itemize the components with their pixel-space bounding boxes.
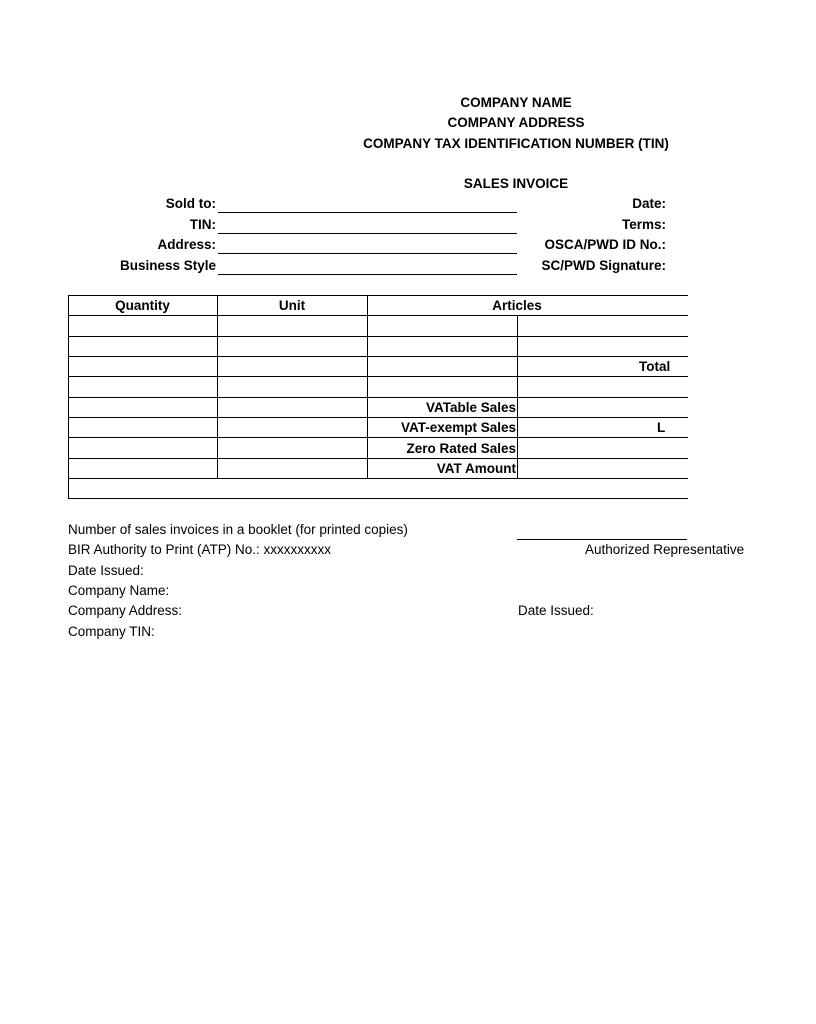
vat-exempt-sales-label: VAT-exempt Sales <box>400 420 516 435</box>
atp-number-text: BIR Authority to Print (ATP) No.: xxxxxxxxxx <box>68 542 332 557</box>
footer-company-address: Company Address: <box>68 603 183 618</box>
company-address: COMPANY ADDRESS <box>447 115 585 130</box>
sc-pwd-signature-label: SC/PWD Signature: <box>541 258 666 273</box>
address-line[interactable] <box>218 253 517 254</box>
zero-rated-sales-label: Zero Rated Sales <box>406 441 516 456</box>
osca-pwd-id-label: OSCA/PWD ID No.: <box>544 237 666 252</box>
table-col-line <box>517 315 518 478</box>
sold-to-label: Sold to: <box>165 196 216 211</box>
table-border-top <box>68 295 688 296</box>
document-title: SALES INVOICE <box>463 176 569 191</box>
right-date-issued: Date Issued: <box>518 603 594 618</box>
column-header-quantity: Quantity <box>115 298 170 313</box>
table-row-line <box>68 336 688 337</box>
business-style-label: Business Style <box>119 258 216 273</box>
table-border-left <box>68 295 69 498</box>
company-name: COMPANY NAME <box>460 95 572 110</box>
tin-label: TIN: <box>189 217 216 232</box>
terms-label: Terms: <box>621 217 666 232</box>
table-border-bottom <box>68 498 688 499</box>
table-row-line <box>68 437 688 438</box>
footer-company-name: Company Name: <box>68 583 170 598</box>
date-label: Date: <box>632 196 666 211</box>
table-row-line <box>68 315 688 316</box>
sold-to-line[interactable] <box>218 212 517 213</box>
column-header-articles: Articles <box>492 298 542 313</box>
table-row-line <box>68 356 688 357</box>
company-tin: COMPANY TAX IDENTIFICATION NUMBER (TIN) <box>363 136 669 151</box>
address-label: Address: <box>157 237 216 252</box>
total-label: Total <box>639 359 671 374</box>
tin-line[interactable] <box>218 233 517 234</box>
table-row-line <box>68 397 688 398</box>
table-col-line <box>217 295 218 478</box>
table-row-line <box>68 478 688 479</box>
table-row-line <box>68 417 688 418</box>
table-row-line <box>68 458 688 459</box>
booklet-count-text: Number of sales invoices in a booklet (for printed copies) <box>68 522 408 537</box>
column-header-unit: Unit <box>278 298 306 313</box>
authorized-rep-signature-line[interactable] <box>517 539 687 540</box>
vatable-sales-label: VATable Sales <box>425 400 516 415</box>
vat-amount-label: VAT Amount <box>436 461 516 476</box>
business-style-line[interactable] <box>218 274 517 275</box>
less-label: L <box>657 420 666 435</box>
table-row-line <box>68 376 688 377</box>
authorized-rep-label: Authorized Representative <box>585 542 745 557</box>
date-issued-text: Date Issued: <box>68 563 144 578</box>
footer-company-tin: Company TIN: <box>68 624 155 639</box>
